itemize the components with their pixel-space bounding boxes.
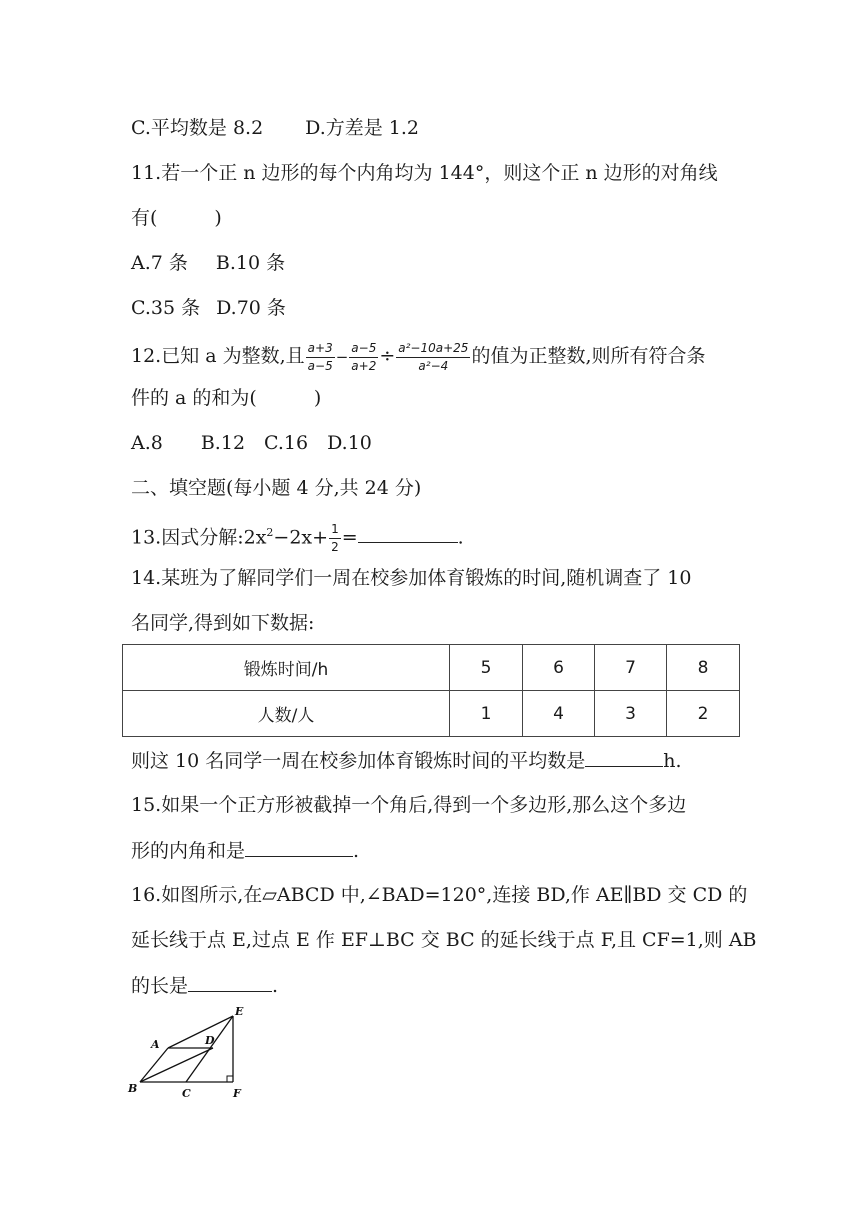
q13-fraction <box>329 521 341 556</box>
point-label-e: E <box>235 1005 244 1018</box>
q16-stem-line2: 延长线于点 E,过点 E 作 EF⊥BC 交 BC 的延长线于点 F,且 CF=1,则 AB <box>131 929 757 951</box>
table-cell: 7 <box>595 645 667 691</box>
q14-stem-line1: 14.某班为了解同学们一周在校参加体育锻炼的时间,随机调查了 10 <box>131 567 692 589</box>
table-cell: 3 <box>595 691 667 737</box>
table-cell: 6 <box>523 645 595 691</box>
section-2-heading: 二、填空题(每小题 4 分,共 24 分) <box>131 477 422 499</box>
point-label-a: A <box>151 1038 160 1051</box>
q12-stem-line2: 件的 a 的和为( ) <box>131 387 322 409</box>
table-header-exercise-time: 锻炼时间/h <box>123 645 450 691</box>
q13-exponent: 2 <box>266 526 274 539</box>
q12-suffix: 的值为正整数,则所有符合条 <box>471 345 706 367</box>
q16-answer-blank[interactable] <box>188 971 272 992</box>
table-cell: 4 <box>523 691 595 737</box>
q12-fraction-2-denominator: a+2 <box>351 358 377 373</box>
table-header-people-count: 人数/人 <box>123 691 450 737</box>
q13-end: . <box>457 526 464 549</box>
q13-stem <box>131 516 464 556</box>
q14-stem-line2: 名同学,得到如下数据: <box>131 612 315 634</box>
q15-answer-blank[interactable] <box>245 836 353 857</box>
q14-answer-blank[interactable] <box>585 746 663 767</box>
q12-fraction-1-denominator: a−5 <box>307 358 333 373</box>
table-row <box>123 645 740 691</box>
table-cell: 8 <box>667 645 740 691</box>
q14-question <box>131 746 682 775</box>
q12-fraction-1-numerator: a+3 <box>306 340 335 358</box>
q11-stem-line1: 11.若一个正 n 边形的每个内角均为 144°，则这个正 n 边形的对角线 <box>131 162 718 184</box>
q13-mid: −2x+ <box>273 526 329 549</box>
q12-fraction-2-numerator: a−5 <box>349 340 378 358</box>
q12-fraction-1 <box>306 340 335 375</box>
q12-prefix: 12.已知 a 为整数,且 <box>131 345 305 367</box>
q13-equals: = <box>341 526 358 549</box>
q11-option-b: B.10 条 <box>215 252 286 274</box>
table-cell: 2 <box>667 691 740 737</box>
q13-prefix: 13.因式分解:2x <box>131 526 267 549</box>
point-label-c: C <box>182 1087 191 1100</box>
q12-fraction-2 <box>349 340 378 375</box>
q13-fraction-denominator: 2 <box>331 539 339 554</box>
point-label-f: F <box>233 1087 241 1100</box>
q15-stem-line2 <box>131 836 359 865</box>
q15-stem-line2-prefix: 形的内角和是 <box>131 840 246 862</box>
q11-option-c: C.35 条 <box>131 297 201 319</box>
q11-options-cd <box>131 294 286 322</box>
q16-stem-line3-suffix: . <box>272 975 279 997</box>
q14-question-suffix: h. <box>663 750 682 772</box>
q11-stem-line2: 有( ) <box>131 207 222 229</box>
q15-stem-line1: 15.如果一个正方形被截掉一个角后,得到一个多边形,那么这个多边 <box>131 794 687 816</box>
q14-data-table <box>122 644 740 737</box>
q13-fraction-numerator: 1 <box>329 521 341 539</box>
q12-divide: ÷ <box>379 345 396 367</box>
q12-stem-line1 <box>131 339 705 375</box>
q16-stem-line3 <box>131 971 278 1000</box>
q11-option-d: D.70 条 <box>216 297 286 319</box>
segment-ab <box>140 1048 168 1082</box>
q13-answer-blank[interactable] <box>358 522 458 543</box>
right-angle-mark <box>227 1076 233 1082</box>
segment-ce <box>186 1016 233 1082</box>
q12-minus: − <box>335 348 349 366</box>
point-label-d: D <box>205 1034 215 1047</box>
point-label-b: B <box>128 1082 138 1095</box>
table-cell: 5 <box>450 645 523 691</box>
q12-fraction-3 <box>396 340 470 375</box>
q15-stem-line2-suffix: . <box>353 840 360 862</box>
q14-question-prefix: 则这 10 名同学一周在校参加体育锻炼时间的平均数是 <box>131 750 586 772</box>
q10-options <box>131 114 419 142</box>
segment-ae <box>168 1016 233 1048</box>
q12-fraction-3-numerator: a²−10a+25 <box>396 340 470 358</box>
q16-stem-line3-prefix: 的长是 <box>131 975 189 997</box>
table-cell: 1 <box>450 691 523 737</box>
q12-fraction-3-denominator: a²−4 <box>418 358 449 373</box>
table-row <box>123 691 740 737</box>
q12-options: A.8 B.12 C.16 D.10 <box>131 432 372 454</box>
q10-option-d: D.方差是 1.2 <box>305 117 420 139</box>
q16-geometry-diagram <box>120 1000 260 1110</box>
q10-option-c: C.平均数是 8.2 <box>131 117 264 139</box>
q11-option-a: A.7 条 <box>131 252 188 274</box>
q16-stem-line1: 16.如图所示,在▱ABCD 中,∠BAD=120°,连接 BD,作 AE∥BD 交 CD 的 <box>131 884 748 906</box>
segment-bd <box>140 1048 213 1082</box>
q11-options-ab <box>131 249 285 277</box>
